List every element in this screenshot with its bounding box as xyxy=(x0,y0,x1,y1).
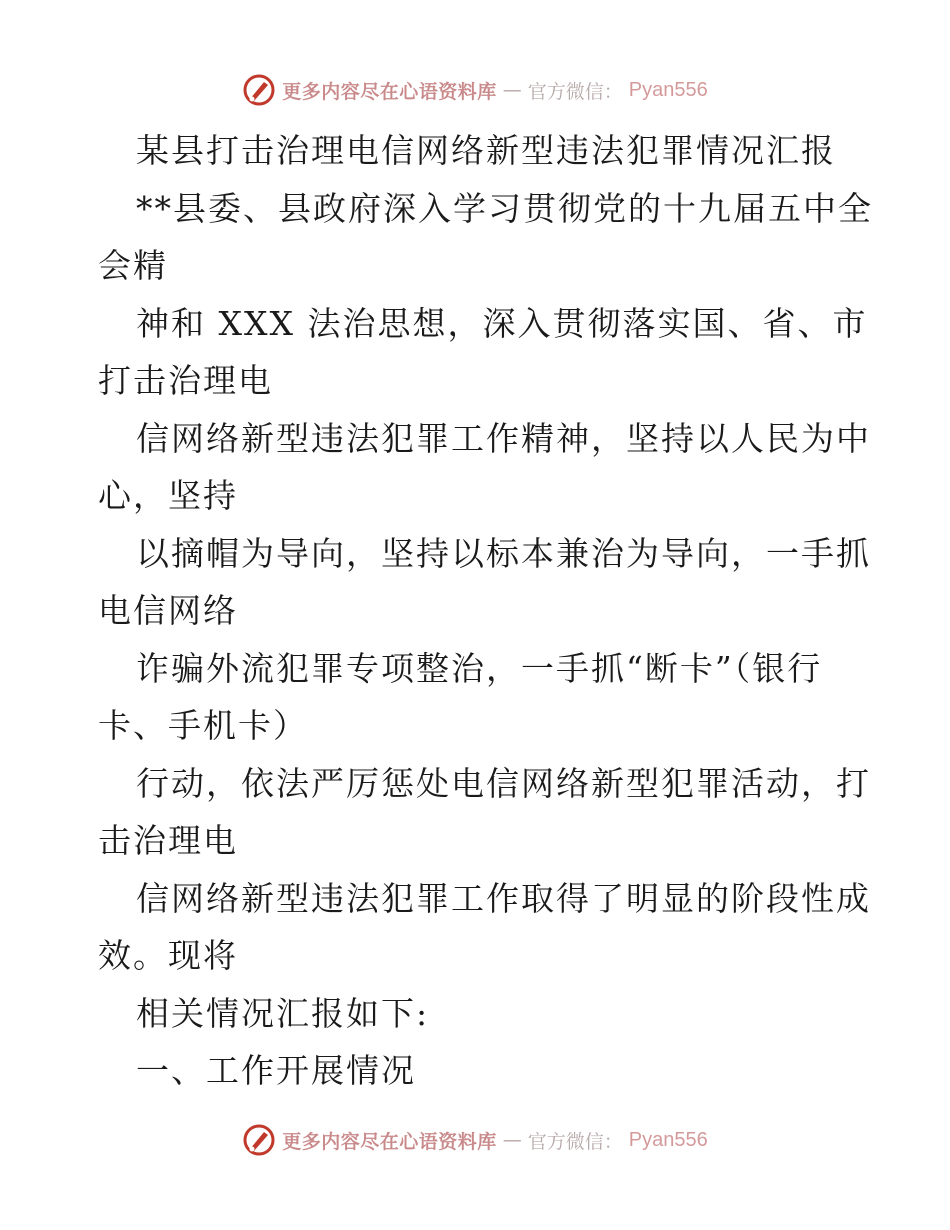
paragraph-line: 卡、手机卡） xyxy=(98,706,308,745)
paragraph-line: 信网络新型违法犯罪工作精神，坚持以人民为中 xyxy=(136,418,871,458)
paragraph-line: 信网络新型违法犯罪工作取得了明显的阶段性成 xyxy=(136,878,871,918)
header-watermark xyxy=(0,70,950,110)
paragraph-line: 神和 XXX 法治思想，深入贯彻落实国、省、市 xyxy=(136,303,868,343)
paragraph-line: 电信网络 xyxy=(98,591,238,630)
paragraph-line: 心，坚持 xyxy=(98,476,238,515)
document-body xyxy=(98,122,873,1100)
paragraph-line: 以摘帽为导向，坚持以标本兼治为导向，一手抓 xyxy=(136,533,871,573)
paragraph-line: 行动，依法严厉惩处电信网络新型犯罪活动，打 xyxy=(136,763,871,803)
pen-logo-icon xyxy=(242,73,276,107)
section-heading-line: 一、工作开展情况 xyxy=(136,1051,416,1090)
pen-logo-icon xyxy=(242,1123,276,1157)
document-title-line: 某县打击治理电信网络新型违法犯罪情况汇报 xyxy=(136,131,836,170)
paragraph-line: 打击治理电 xyxy=(98,361,273,400)
paragraph-line: 击治理电 xyxy=(98,821,238,860)
watermark-wechat-label: 官方微信： xyxy=(527,80,623,103)
paragraph-line: 会精 xyxy=(98,246,168,285)
watermark-dash: — xyxy=(502,79,522,101)
paragraph-line: 相关情况汇报如下: xyxy=(136,993,430,1033)
watermark-wechat-id: Pyan556 xyxy=(628,1128,708,1151)
watermark-wechat-label: 官方微信： xyxy=(527,1130,623,1153)
watermark-site-text: 更多内容尽在心语资料库 xyxy=(282,80,497,103)
watermark-dash: — xyxy=(502,1129,522,1151)
watermark-site-text: 更多内容尽在心语资料库 xyxy=(282,1130,497,1153)
paragraph-line: 诈骗外流犯罪专项整治，一手抓“断卡”（银行 xyxy=(136,648,823,688)
paragraph-line: 效。现将 xyxy=(98,936,238,975)
paragraph-line: **县委、县政府深入学习贯彻党的十九届五中全 xyxy=(136,188,873,228)
footer-watermark xyxy=(0,1120,950,1160)
watermark-wechat-id: Pyan556 xyxy=(628,78,708,101)
